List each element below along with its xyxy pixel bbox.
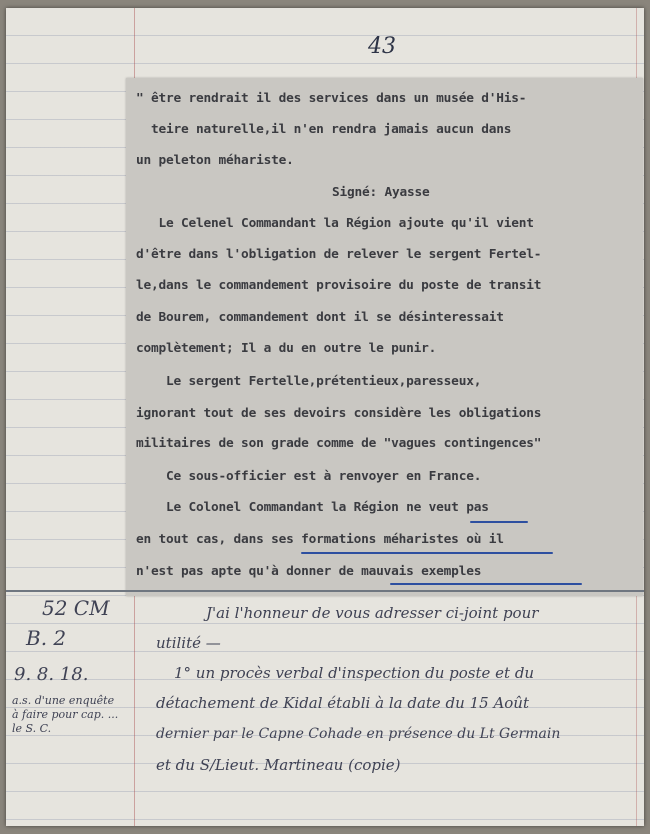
typed-line: Le Colonel Commandant la Région ne veut pas bbox=[136, 500, 489, 515]
pen-underline bbox=[301, 552, 553, 554]
typed-line: militaires de son grade comme de "vagues contingences" bbox=[136, 436, 542, 451]
handwritten-line: et du S/Lieut. Martineau (copie) bbox=[156, 756, 401, 774]
page-number: 43 bbox=[368, 34, 396, 59]
margin-ref: 52 CM bbox=[42, 596, 110, 620]
handwritten-line: 1° un procès verbal d'inspection du poste et du bbox=[174, 664, 535, 682]
typed-line: un peleton méhariste. bbox=[136, 153, 294, 168]
typed-line: teire naturelle,il n'en rendra jamais aucun dans bbox=[136, 122, 512, 137]
typed-line: d'être dans l'obligation de relever le sergent Fertel- bbox=[136, 247, 542, 262]
pen-underline bbox=[390, 583, 582, 585]
typed-line: complètement; Il a du en outre le punir. bbox=[136, 341, 437, 356]
section-divider bbox=[6, 590, 644, 592]
margin-note: a.s. d'une enquête à faire pour cap. ... le S. C. bbox=[12, 694, 119, 735]
margin-ref: B. 2 bbox=[26, 626, 67, 650]
typed-line: en tout cas, dans ses formations méharistes où il bbox=[136, 532, 504, 547]
margin-date: 9. 8. 18. bbox=[14, 664, 89, 685]
typed-signature: Signé: Ayasse bbox=[332, 185, 430, 200]
handwritten-line: J'ai l'honneur de vous adresser ci-joint pour bbox=[206, 604, 539, 622]
typed-line: " être rendrait il des services dans un musée d'His- bbox=[136, 91, 527, 106]
handwritten-line: détachement de Kidal établi à la date du 15 Août bbox=[156, 694, 529, 712]
typed-line: Le Celenel Commandant la Région ajoute qu'il vient bbox=[136, 216, 534, 231]
typed-line: de Bourem, commandement dont il se désinteressait bbox=[136, 310, 504, 325]
handwritten-line: dernier par le Capne Cohade en présence du Lt Germain bbox=[156, 726, 561, 742]
handwritten-line: utilité — bbox=[156, 634, 221, 652]
pasted-typed-sheet bbox=[126, 78, 643, 596]
typed-line: Ce sous-officier est à renvoyer en France. bbox=[136, 469, 482, 484]
typed-line: ignorant tout de ses devoirs considère les obligations bbox=[136, 406, 542, 421]
pen-underline bbox=[470, 521, 528, 523]
typed-line: le,dans le commandement provisoire du poste de transit bbox=[136, 278, 542, 293]
typed-line: n'est pas apte qu'à donner de mauvais exemples bbox=[136, 564, 482, 579]
typed-line: Le sergent Fertelle,prétentieux,paresseux, bbox=[136, 374, 482, 389]
notebook-page bbox=[6, 8, 644, 826]
